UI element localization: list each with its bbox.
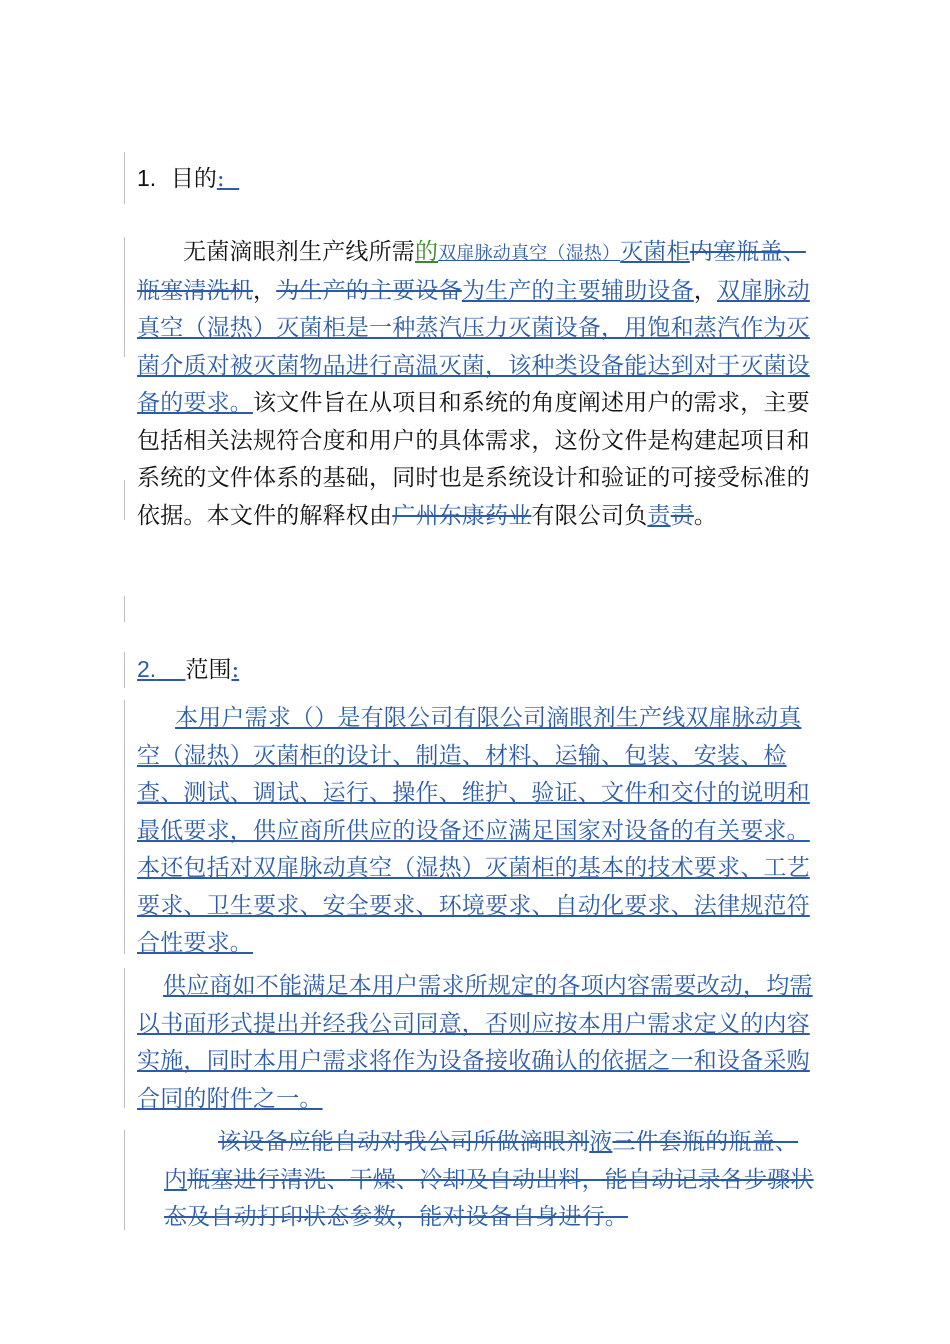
section-2-paragraph-2: 供应商如不能满足本用户需求所规定的各项内容需要改动，均需以书面形式提出并经我公司同意，否则应按本用户需求定义的内容实施，同时本用户需求将作为设备接收确认的依据之一和设备采购合同的附件之一。 (137, 973, 813, 1112)
deleted-text: 内塞瓶盖、瓶塞清洗机 (137, 239, 806, 304)
inserted-text: 责 (647, 502, 671, 529)
change-bar (124, 1130, 125, 1230)
text-run: ， (253, 277, 277, 304)
change-bar (124, 596, 125, 622)
change-bar (124, 152, 125, 204)
inserted-text: 双扉脉动真空（湿热） (438, 243, 621, 264)
text-run: 。 (693, 502, 718, 529)
section-2-colon: : (231, 657, 240, 683)
section-2-title: 范围 (185, 657, 232, 683)
section-2-number: 2. (137, 656, 157, 682)
inserted-text: 内 (164, 1166, 188, 1193)
section-1-heading (137, 163, 239, 194)
section-1-title: 目的 (170, 166, 217, 192)
deleted-text: 责 (670, 502, 694, 529)
text-run: 无菌滴眼剂生产线所需 (183, 239, 415, 265)
deleted-text: 广州东康药业 (392, 502, 532, 529)
deleted-text: 瓶塞进行清洗、干燥、冷却及自动出料，能自动记录各步骤状态及自动打印状态参数，能对设备自身进行。 (164, 1166, 814, 1230)
change-bar (124, 700, 125, 954)
section-1-number: 1. (137, 165, 157, 191)
inserted-text: 为生产的主要辅助设备 (461, 277, 694, 304)
text-run: 有限公司负 (531, 502, 648, 529)
section-1-paragraph (137, 234, 817, 535)
section-2-paragraph-1: 本用户需求（）是有限公司有限公司滴眼剂生产线双扉脉动真空（湿热）灭菌柜的设计、制造、材料、运输、包装、安装、检查、测试、调试、运行、操作、维护、验证、文件和交付的说明和最低要求，供应商所供应的设备还应满足国家对设备的有关要求。本还包括对双扉脉动真空（湿热）灭菌柜的基本的技术要求、工艺要求、卫生要求、安全要求、环境要求、自动化要求、法律规范符合性要求。 (137, 705, 810, 956)
section-1-colon: : (216, 166, 225, 192)
change-bar (124, 237, 125, 357)
deleted-text: 为生产的主要设备 (276, 277, 462, 304)
deleted-text: 该设备应能自动对我公司所做滴眼剂 (218, 1129, 590, 1155)
change-bar (124, 652, 125, 688)
text-run: ， (693, 277, 718, 304)
inserted-text: 的 (415, 239, 439, 265)
section-2-heading (137, 654, 239, 685)
inserted-text: 液 (589, 1129, 613, 1155)
text-run: 该文件旨在从项目和系统的角度阐述用户的需求，主要包括相关法规符合度和用户的具体需求，这份文件是构建起项目和系统的文件体系的基础，同时也是系统设计和验证的可接受标准的依据。本文件的解释权由 (137, 390, 810, 529)
inserted-text: 灭菌柜 (620, 239, 690, 265)
change-bar (124, 968, 125, 1108)
deleted-text: 三件套瓶的瓶盖、 (612, 1129, 799, 1155)
change-bar (124, 480, 125, 520)
inserted-text: 双扉脉动真空（湿热）灭菌柜是一种蒸汽压力灭菌设备，用饱和蒸汽作为灭菌介质对被灭菌物品进行高温灭菌，该种类设备能达到对于灭菌设备的要求。 (137, 277, 810, 416)
section-2-paragraph-3 (164, 1124, 818, 1237)
